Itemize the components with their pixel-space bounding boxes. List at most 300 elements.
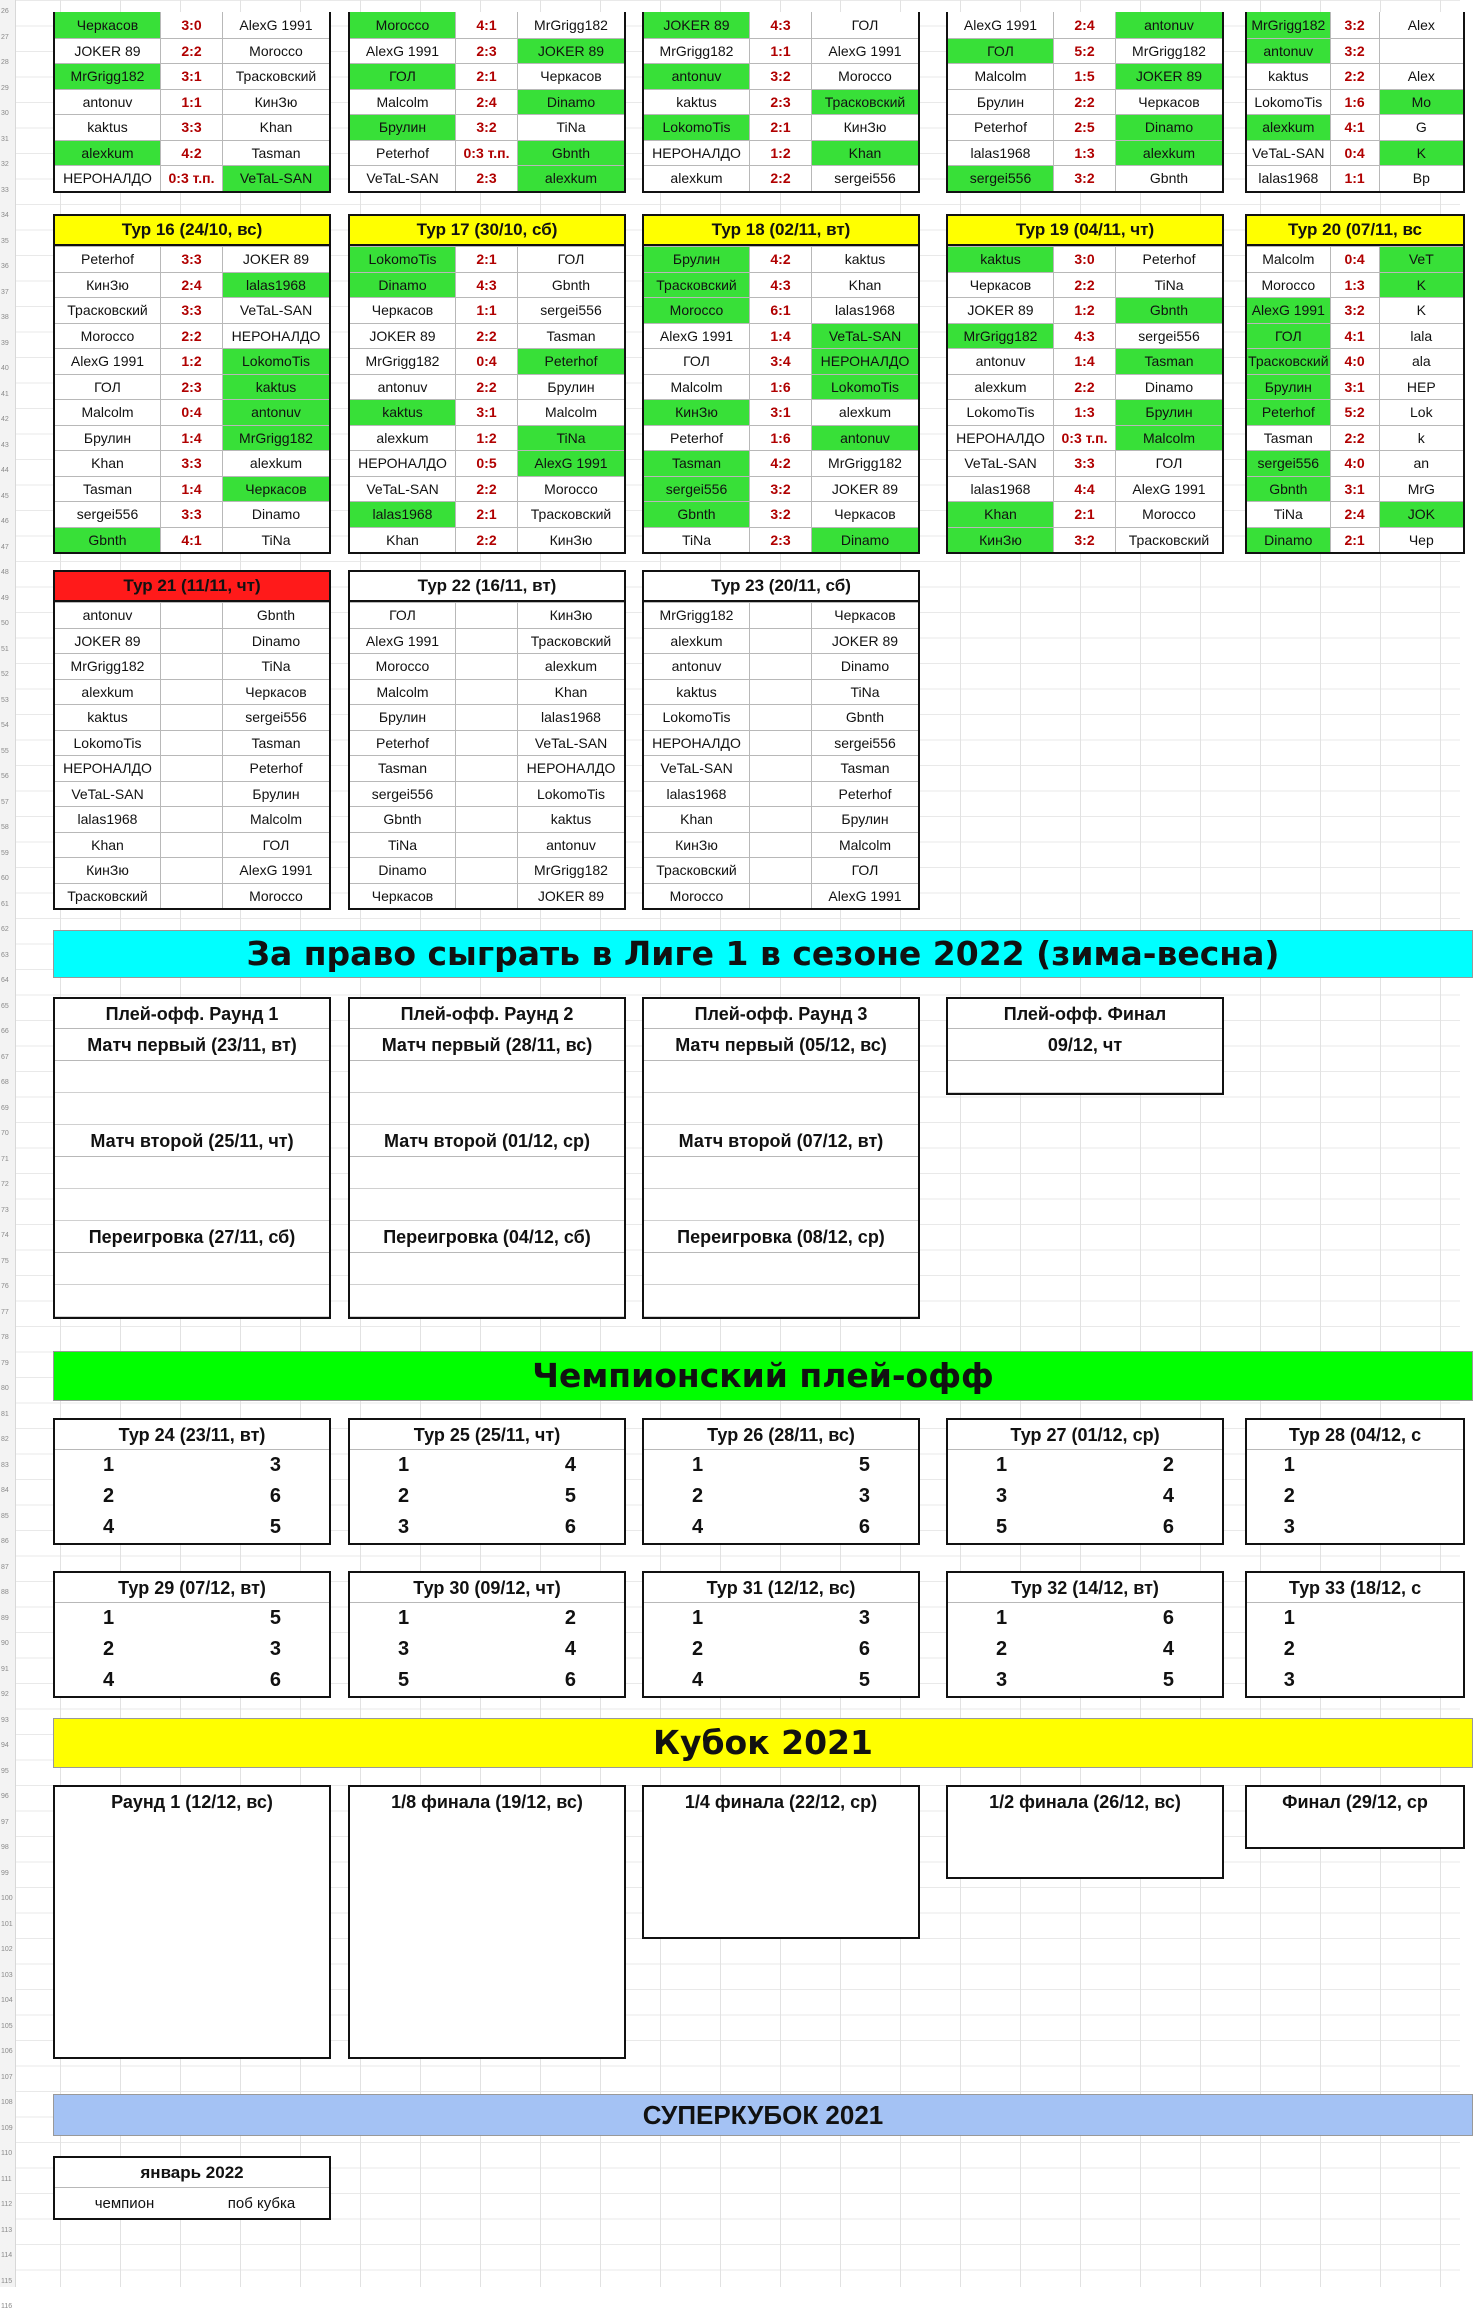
home-team: JOKER 89 (644, 12, 750, 38)
row-number: 41 (1, 390, 9, 398)
away-team: Черкасов (540, 68, 602, 85)
away-team: alexkum (249, 455, 303, 472)
match-score: 2:2 (1054, 375, 1116, 400)
pairing-gap (751, 1603, 811, 1634)
match-score: 2:2 (1054, 90, 1116, 115)
home-seed: 1 (103, 1454, 115, 1476)
playoff-round-title: Плей-офф. Раунд 2 (350, 999, 624, 1029)
seed-pairing (1247, 1634, 1463, 1665)
pairing-gap (162, 1603, 222, 1634)
cup-round-title: Раунд 1 (12/12, вс) (111, 1792, 273, 1812)
cup-match-slot (350, 1877, 624, 1907)
playoff-round-title: Плей-офф. Раунд 3 (644, 999, 918, 1029)
away-seed: 5 (858, 1454, 870, 1476)
away-seed: 5 (1162, 1669, 1174, 1691)
match-score (456, 756, 518, 781)
pairing-gap (1332, 1603, 1379, 1634)
match-row (350, 501, 624, 527)
match-score (750, 782, 812, 807)
seed-pairing (55, 1603, 329, 1634)
pairing-gap (457, 1481, 517, 1512)
home-team: НЕРОНАЛДО (644, 731, 750, 756)
match-slot (55, 1189, 329, 1221)
row-number: 53 (1, 696, 9, 704)
away-team: Khan (848, 276, 882, 293)
champions-round-table (946, 1418, 1224, 1545)
row-number: 54 (1, 722, 9, 729)
away-team: JOKER 89 (518, 39, 624, 64)
match-row (948, 165, 1222, 191)
row-number: 44 (1, 467, 9, 474)
away-team: Gbnth (256, 607, 296, 624)
cup-round-title: 1/8 финала (19/12, вс) (391, 1792, 583, 1812)
away-team: Tasman (251, 144, 301, 161)
home-team: JOKER 89 (55, 629, 161, 654)
match-row (55, 679, 329, 705)
away-team: Peterhof (838, 785, 892, 802)
match-score: 1:2 (161, 349, 223, 374)
match-row (55, 704, 329, 730)
away-team: Gbnth (1149, 170, 1189, 187)
match-row (55, 425, 329, 451)
match-row (644, 602, 918, 628)
row-number: 69 (1, 1104, 9, 1112)
away-seed: 5 (269, 1516, 281, 1538)
home-team: Malcolm (350, 680, 456, 705)
match-row (350, 399, 624, 425)
match-score (750, 654, 812, 679)
away-team: ГОЛ (262, 836, 290, 853)
supercup-box (53, 2156, 331, 2220)
cup-round-title: 1/4 финала (22/12, ср) (684, 1792, 878, 1812)
away-team: КинЗю (549, 531, 593, 548)
home-team: TiNa (350, 833, 456, 858)
seed-pairing (1247, 1665, 1463, 1696)
match-row (948, 38, 1222, 64)
home-team: Черкасов (948, 273, 1054, 298)
round-title: Тур 17 (30/10, сб) (350, 216, 624, 246)
match-row (1247, 399, 1463, 425)
row-number: 66 (1, 1028, 9, 1035)
away-team: MrGrigg182 (534, 862, 608, 879)
away-team: Lok (1410, 404, 1433, 421)
cup-round-table (946, 1785, 1224, 1879)
match-row (948, 297, 1222, 323)
cup-match-slot (350, 2027, 624, 2057)
away-seed: 6 (1162, 1607, 1174, 1629)
home-seed: 2 (103, 1638, 115, 1660)
champions-round-table (1245, 1418, 1465, 1545)
home-team: alexkum (644, 629, 750, 654)
pairing-gap (457, 1603, 517, 1634)
match-score: 2:3 (456, 39, 518, 64)
home-seed: 3 (1283, 1669, 1295, 1691)
pairing-gap (1332, 1481, 1379, 1512)
home-team: Черкасов (55, 12, 161, 38)
pairing-gap (162, 1450, 222, 1481)
away-seed: 4 (564, 1454, 576, 1476)
match-score (161, 807, 223, 832)
row-number: 115 (1, 2277, 13, 2285)
away-team: K (1380, 273, 1463, 298)
home-seed: 3 (996, 1669, 1008, 1691)
match-score (161, 884, 223, 909)
pairing-gap (751, 1450, 811, 1481)
pairing-gap (1332, 1512, 1379, 1543)
cup-match-slot (55, 1847, 329, 1877)
cup-match-slot (55, 1907, 329, 1937)
home-team: КинЗю (644, 400, 750, 425)
match-score: 4:3 (750, 12, 812, 38)
round-table (1245, 214, 1465, 554)
match-score (750, 756, 812, 781)
round-table-partial (1245, 12, 1465, 193)
match-row (948, 476, 1222, 502)
match-score: 0:3 т.п. (161, 166, 223, 191)
match-row (1247, 348, 1463, 374)
away-team: Alex (1407, 16, 1435, 33)
champions-playoff-banner: Чемпионский плей-офф (53, 1351, 1473, 1401)
match-row (644, 857, 918, 883)
away-team: TiNa (850, 683, 880, 700)
match-row (644, 348, 918, 374)
away-team: Трасковский (530, 632, 612, 649)
seed-pairing (948, 1634, 1222, 1665)
round-table (946, 214, 1224, 554)
match-score (161, 731, 223, 756)
row-number: 89 (1, 1614, 9, 1622)
seed-pairing (350, 1603, 624, 1634)
row-number: 93 (1, 1716, 9, 1724)
match-score: 1:4 (1054, 349, 1116, 374)
away-team: LokomoTis (223, 349, 329, 374)
away-seed (1378, 1603, 1463, 1634)
away-seed (1378, 1665, 1463, 1696)
row-number: 36 (1, 263, 9, 270)
cup-match-slot (644, 1847, 918, 1877)
away-seed: 6 (269, 1485, 281, 1507)
away-team: Брулин (547, 378, 595, 395)
playoff-second-match: Матч второй (07/12, вт) (644, 1125, 918, 1157)
match-row (1247, 246, 1463, 272)
row-number: 70 (1, 1130, 9, 1137)
row-number: 29 (1, 84, 9, 92)
row-number: 109 (1, 2124, 13, 2132)
match-slot (350, 1285, 624, 1317)
row-number: 104 (1, 1997, 13, 2004)
match-score: 3:2 (750, 64, 812, 89)
match-score (456, 884, 518, 909)
row-number: 85 (1, 1512, 9, 1520)
home-team: LokomoTis (948, 400, 1054, 425)
match-row (55, 114, 329, 140)
playoff-round-table (348, 997, 626, 1319)
match-row (55, 883, 329, 909)
home-team: Khan (948, 502, 1054, 527)
match-row (55, 272, 329, 298)
home-seed: 2 (1283, 1638, 1295, 1660)
match-score: 3:1 (456, 400, 518, 425)
home-team: НЕРОНАЛДО (644, 141, 750, 166)
match-score: 4:3 (1054, 324, 1116, 349)
match-row (350, 527, 624, 553)
pairing-gap (1332, 1665, 1379, 1696)
away-team: Morocco (249, 887, 303, 904)
cup-match-slot (350, 1997, 624, 2027)
seed-pairing (948, 1481, 1222, 1512)
row-number: 95 (1, 1767, 9, 1775)
cup-match-slot (55, 1877, 329, 1907)
home-team: alexkum (350, 426, 456, 451)
home-team: kaktus (644, 90, 750, 115)
home-team: Tasman (644, 451, 750, 476)
home-team: Gbnth (350, 807, 456, 832)
home-team: MrGrigg182 (55, 64, 161, 89)
home-seed: 1 (692, 1607, 704, 1629)
round-table-partial (348, 12, 626, 193)
match-score: 4:2 (750, 451, 812, 476)
match-row (350, 450, 624, 476)
seed-pairing (644, 1450, 918, 1481)
match-score: 3:0 (1054, 247, 1116, 272)
match-score: 2:3 (456, 166, 518, 191)
match-slot (55, 1093, 329, 1125)
match-score: 2:2 (456, 528, 518, 553)
match-slot (350, 1093, 624, 1125)
match-score: 2:3 (161, 375, 223, 400)
match-score: 4:1 (1331, 115, 1380, 140)
match-score: 3:2 (1054, 528, 1116, 553)
home-seed: 3 (996, 1485, 1008, 1507)
match-score (750, 731, 812, 756)
pairing-gap (457, 1450, 517, 1481)
playoff-second-match: Матч второй (01/12, ср) (350, 1125, 624, 1157)
home-team: Peterhof (55, 247, 161, 272)
match-row (644, 425, 918, 451)
home-team: MrGrigg182 (350, 349, 456, 374)
row-number: 81 (1, 1410, 9, 1418)
home-team: Tasman (55, 477, 161, 502)
row-number: 33 (1, 186, 9, 194)
row-number: 38 (1, 314, 9, 321)
match-score: 5:2 (1331, 400, 1380, 425)
home-team: Morocco (644, 884, 750, 909)
match-row (350, 704, 624, 730)
away-team: Gbnth (551, 276, 591, 293)
pairing-gap (751, 1512, 811, 1543)
match-score (456, 807, 518, 832)
match-score: 2:2 (456, 324, 518, 349)
match-score: 4:1 (1331, 324, 1380, 349)
row-number: 52 (1, 671, 9, 678)
away-team: antonuv (546, 836, 596, 853)
home-seed: 1 (103, 1607, 115, 1629)
home-team: sergei556 (644, 477, 750, 502)
match-row (948, 399, 1222, 425)
match-slot (644, 1061, 918, 1093)
seed-pairing (948, 1450, 1222, 1481)
away-team: antonuv (812, 426, 918, 451)
home-team: VeTaL-SAN (1247, 141, 1331, 166)
match-score: 4:1 (456, 12, 518, 38)
pairing-gap (1055, 1665, 1115, 1696)
home-team: Dinamo (350, 273, 456, 298)
away-team: lalas1968 (541, 709, 601, 726)
match-row (644, 755, 918, 781)
away-team: sergei556 (540, 302, 602, 319)
match-score (161, 629, 223, 654)
home-team: VeTaL-SAN (644, 756, 750, 781)
row-number: 61 (1, 900, 9, 908)
match-slot (644, 1157, 918, 1189)
round-title: Тур 32 (14/12, вт) (948, 1573, 1222, 1603)
match-row (948, 12, 1222, 38)
pairing-gap (751, 1481, 811, 1512)
champions-round-table (642, 1418, 920, 1545)
match-score: 1:1 (456, 298, 518, 323)
pairing-gap (751, 1665, 811, 1696)
home-team: Трасковский (644, 858, 750, 883)
match-score: 3:3 (161, 115, 223, 140)
home-team: Черкасов (350, 298, 456, 323)
playoff-first-match: Матч первый (05/12, вс) (644, 1029, 918, 1061)
match-score: 1:5 (1054, 64, 1116, 89)
home-team: MrGrigg182 (948, 324, 1054, 349)
home-team: Malcolm (55, 400, 161, 425)
match-row (55, 628, 329, 654)
match-score (456, 705, 518, 730)
match-row (55, 781, 329, 807)
match-slot (350, 1157, 624, 1189)
match-row (350, 140, 624, 166)
away-team: Dinamo (251, 632, 301, 649)
champions-round-table (53, 1571, 331, 1698)
away-team: Peterhof (249, 760, 303, 777)
away-team: Трасковский (1128, 531, 1210, 548)
home-team: Gbnth (1247, 477, 1331, 502)
match-row (644, 12, 918, 38)
away-team: alexkum (1116, 141, 1222, 166)
match-row (55, 653, 329, 679)
home-team: AlexG 1991 (948, 12, 1054, 38)
match-row (350, 38, 624, 64)
match-row (350, 114, 624, 140)
match-score: 2:4 (456, 90, 518, 115)
match-row (55, 374, 329, 400)
match-row (1247, 12, 1463, 38)
home-team: Khan (55, 451, 161, 476)
match-score: 2:2 (1331, 426, 1380, 451)
supercup-cup-winner-label: поб кубка (227, 2194, 296, 2212)
round-title: Тур 25 (25/11, чт) (350, 1420, 624, 1450)
match-slot (55, 1061, 329, 1093)
match-score (456, 858, 518, 883)
seed-pairing (948, 1512, 1222, 1543)
home-team: НЕРОНАЛДО (948, 426, 1054, 451)
match-score: 2:1 (1331, 528, 1380, 553)
away-team: VeTaL-SAN (534, 734, 608, 751)
away-seed: 6 (858, 1638, 870, 1660)
away-team: AlexG 1991 (518, 451, 624, 476)
match-row (644, 89, 918, 115)
playoff-final-date: 09/12, чт (948, 1029, 1222, 1061)
row-number: 27 (1, 33, 9, 41)
cup-match-slot (55, 1817, 329, 1847)
match-row (350, 374, 624, 400)
champions-round-table (642, 1571, 920, 1698)
champions-round-table (1245, 1571, 1465, 1698)
home-team: Dinamo (350, 858, 456, 883)
home-team: Брулин (644, 247, 750, 272)
away-team: kaktus (550, 811, 592, 828)
away-team: Dinamo (840, 658, 890, 675)
away-team: TiNa (261, 531, 291, 548)
match-row (948, 114, 1222, 140)
away-team: Трасковский (812, 90, 918, 115)
row-number-gutter (0, 0, 16, 2310)
match-score: 0:4 (161, 400, 223, 425)
away-team: Чер (1408, 531, 1434, 548)
pairing-gap (162, 1481, 222, 1512)
away-team: LokomoTis (537, 785, 605, 802)
home-team: kaktus (1247, 64, 1331, 89)
row-number: 56 (1, 773, 9, 780)
match-score: 3:1 (1331, 477, 1380, 502)
match-row (644, 628, 918, 654)
match-row (55, 38, 329, 64)
match-row (948, 425, 1222, 451)
away-team: MrGrigg182 (534, 16, 608, 33)
away-team: Черкасов (245, 683, 307, 700)
pairing-gap (1055, 1481, 1115, 1512)
row-number: 101 (1, 1920, 13, 1928)
match-row (55, 730, 329, 756)
row-number: 108 (1, 2099, 13, 2106)
seed-pairing (644, 1603, 918, 1634)
home-seed: 2 (692, 1638, 704, 1660)
row-number: 51 (1, 645, 9, 653)
home-team: AlexG 1991 (350, 629, 456, 654)
away-team: sergei556 (834, 734, 896, 751)
match-row (948, 450, 1222, 476)
home-team: ГОЛ (350, 603, 456, 628)
match-score: 3:3 (161, 247, 223, 272)
match-score (161, 680, 223, 705)
home-team: LokomoTis (644, 115, 750, 140)
match-score (750, 807, 812, 832)
pairing-gap (162, 1512, 222, 1543)
away-team: antonuv (1116, 12, 1222, 38)
match-row (350, 272, 624, 298)
match-score: 3:3 (161, 451, 223, 476)
home-team: ГОЛ (55, 375, 161, 400)
match-row (644, 323, 918, 349)
home-team: MrGrigg182 (644, 603, 750, 628)
match-row (350, 63, 624, 89)
match-row (350, 755, 624, 781)
match-score (750, 705, 812, 730)
home-team: LokomoTis (350, 247, 456, 272)
away-team: K (1380, 141, 1463, 166)
row-number: 71 (1, 1155, 9, 1163)
home-seed: 4 (692, 1669, 704, 1691)
match-score: 3:1 (1331, 375, 1380, 400)
match-row (644, 165, 918, 191)
cup-match-slot (350, 1967, 624, 1997)
row-number: 84 (1, 1487, 9, 1494)
row-number: 74 (1, 1232, 9, 1239)
match-score: 0:4 (1331, 247, 1380, 272)
